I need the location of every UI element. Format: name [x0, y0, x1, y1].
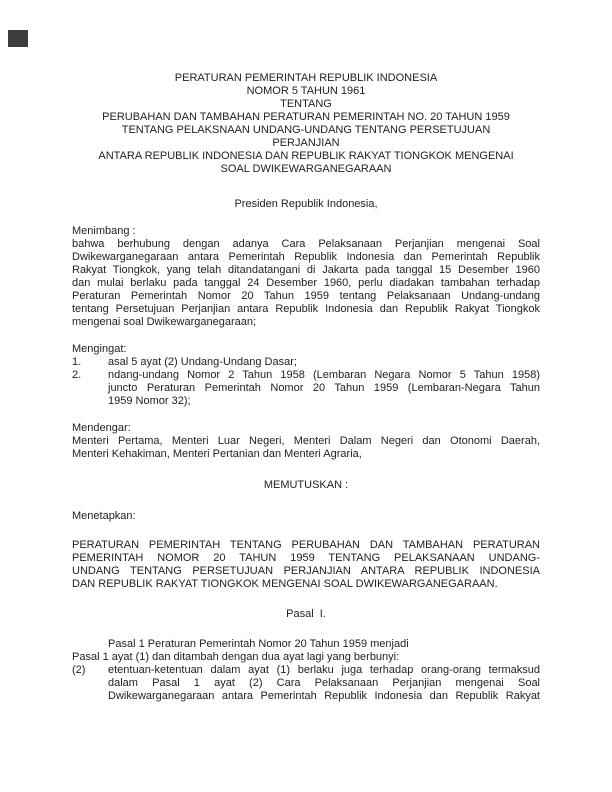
pasal-1-item-2 [72, 664, 540, 703]
list-marker: 2. [72, 369, 82, 381]
text-line: SOAL DWIKEWARGANEGARAAN [220, 163, 392, 175]
text-line: DAN REPUBLIK RAKYAT TIONGKOK MENGENAI SOAL DWIKEWARGANEGARAAN. [72, 578, 498, 590]
list-item-text [108, 369, 540, 408]
pasal-1-body [72, 638, 540, 703]
decision-paragraph [72, 539, 540, 591]
menimbang-paragraph [72, 238, 540, 329]
mengingat-item-1 [72, 356, 540, 369]
text-line: tentang Persetujuan Perjanjian antara Republik Indonesia dan Republik Rakyat Tiongkok [72, 303, 540, 315]
text-line: ndang-undang Nomor 2 Tahun 1958 (Lembaran Negara Nomor 5 Tahun 1958) [108, 369, 540, 381]
mengingat-label: Mengingat: [72, 343, 127, 355]
mengingat-item-2 [72, 369, 540, 408]
text-line: TENTANG [280, 98, 332, 110]
text-line: Menteri Pertama, Menteri Luar Negeri, Menteri Dalam Negeri dan Otonomi Daerah, [72, 435, 540, 447]
menetapkan-label: Menetapkan: [72, 510, 136, 522]
text-line: Menteri Kehakiman, Menteri Pertanian dan Menteri Agraria, [72, 448, 362, 460]
text-line: PERATURAN PEMERINTAH REPUBLIK INDONESIA [174, 72, 438, 84]
text-line: Dwikewarganegaraan antara Pemerintah Republik Indonesia dan Republik Rakyat [108, 690, 540, 702]
document-title-block [72, 72, 540, 176]
menimbang-label: Menimbang : [72, 225, 136, 237]
text-line: ANTARA REPUBLIK INDONESIA DAN REPUBLIK RAKYAT TIONGKOK MENGENAI [98, 150, 514, 162]
text-line: TENTANG PELAKSNAAN UNDANG-UNDANG TENTANG PERSETUJUAN [121, 124, 491, 136]
text-line: NOMOR 5 TAHUN 1961 [246, 85, 366, 97]
text-line: PERJANJIAN [272, 137, 340, 149]
text-line: Peraturan Pemerintah Nomor 20 Tahun 1959 tentang Pelaksanaan Undang-undang [72, 290, 540, 302]
mendengar-paragraph [72, 435, 540, 461]
text-line: mengenai soal Dwikewarganegaraan; [72, 316, 257, 328]
pasal-1-intro-line-2: Pasal 1 ayat (1) dan ditambah dengan dua ayat lagi yang berbunyi: [72, 651, 400, 663]
pasal-1-intro-line-1: Pasal 1 Peraturan Pemerintah Nomor 20 Tahun 1959 menjadi [108, 638, 409, 650]
document-content [72, 72, 540, 703]
mengingat-section [72, 343, 540, 408]
text-line: dalam Pasal 1 ayat (2) Cara Pelaksanaan Perjanjian mengenai Soal [108, 677, 540, 689]
text-line: Dwikewarganegaraan antara Pemerintah Republik Indonesia dan Pemerintah Republik [72, 251, 540, 263]
text-line: dan mulai berlaku pada tanggal 24 Desember 1960, perlu diadakan tambahan terhadap [72, 277, 540, 289]
text-line: etentuan-ketentuan dalam ayat (1) berlaku juga terhadap orang-orang termaksud [108, 664, 540, 676]
text-line: juncto Peraturan Pemerintah Nomor 20 Tahun 1959 (Lembaran-Negara Tahun [108, 382, 540, 394]
presiden-line: Presiden Republik Indonesia, [234, 198, 378, 210]
memutuskan-heading: MEMUTUSKAN : [263, 479, 349, 491]
text-line: PERUBAHAN DAN TAMBAHAN PERATURAN PEMERINTAH NO. 20 TAHUN 1959 [102, 111, 510, 123]
text-line: bahwa berhubung dengan adanya Cara Pelaksanaan Perjanjian mengenai Soal [72, 238, 540, 250]
text-line: PEMERINTAH NOMOR 20 TAHUN 1959 TENTANG PELAKSANAAN UNDANG- [72, 552, 540, 564]
list-marker: (2) [72, 664, 86, 676]
text-line: 1959 Nomor 32); [108, 395, 191, 407]
text-line: Rakyat Tiongkok, yang telah ditandatangani di Jakarta pada tanggal 15 Desember 1960 [72, 264, 540, 276]
mendengar-section [72, 422, 540, 461]
list-item-text [108, 664, 540, 703]
text-line: PERATURAN PEMERINTAH TENTANG PERUBAHAN DAN TAMBAHAN PERATURAN [72, 539, 540, 551]
mendengar-label: Mendengar: [72, 422, 131, 434]
menimbang-section [72, 225, 540, 329]
pasal-1-heading: Pasal I. [286, 608, 326, 620]
text-line: UNDANG TENTANG PERSETUJUAN PERJANJIAN ANTARA REPUBLIK INDONESIA [72, 565, 540, 577]
corner-artifact-mark [8, 30, 28, 47]
list-item-text [108, 356, 540, 369]
text-line: asal 5 ayat (2) Undang-Undang Dasar; [108, 356, 297, 368]
list-marker: 1. [72, 356, 82, 368]
